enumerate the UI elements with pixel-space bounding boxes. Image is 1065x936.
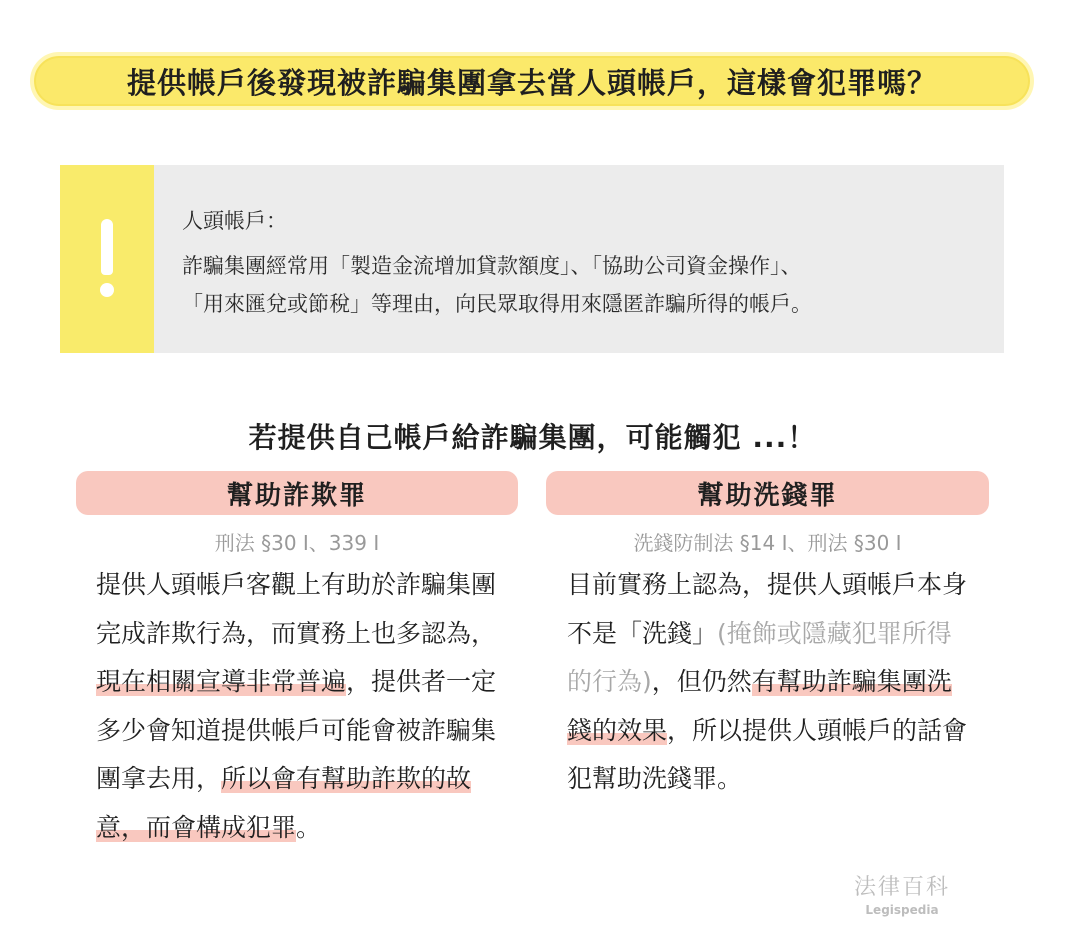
title-banner <box>30 52 1034 110</box>
note-line-1: 詐騙集團經常用「製造金流增加貸款額度」、「協助公司資金操作」、 <box>182 254 802 278</box>
brand-name: 法律百科 <box>853 875 950 900</box>
aiding-laundering-text-3: ，所以提供人頭帳戶的話會犯幫助洗錢罪。 <box>567 715 968 793</box>
aiding-fraud-highlight-1: 現在相關宣導非常普遍 <box>96 667 347 696</box>
aiding-fraud-reference: 刑法 §30 I、339 I <box>214 531 380 555</box>
note-body <box>182 247 982 323</box>
aiding-laundering-reference: 洗錢防制法 §14 I、刑法 §30 I <box>633 531 902 555</box>
exclamation-icon <box>100 219 114 299</box>
aiding-laundering-highlight: 有幫助詐騙集團洗錢的效果 <box>567 667 952 745</box>
aiding-fraud-text-2: ，提供者一定多少會知道提供帳戶可能會被詐騙集團拿去用， <box>96 667 497 793</box>
aiding-laundering-text-1: 目前實務上認為，提供人頭帳戶本身不是「洗錢」 <box>567 570 968 648</box>
note-line-2: 「用來匯兌或節稅」等理由，向民眾取得用來隱匿詐騙所得的帳戶。 <box>182 292 812 316</box>
note-accent-stripe <box>60 165 154 353</box>
section-subtitle: 若提供自己帳戶給詐騙集團，可能觸犯 ...！ <box>248 421 817 454</box>
definition-note <box>60 165 1004 353</box>
brand-subname: Legispedia <box>865 903 939 917</box>
aiding-laundering-header: 幫助洗錢罪 <box>546 471 989 515</box>
aiding-fraud-header: 幫助詐欺罪 <box>76 471 518 515</box>
aiding-fraud-description <box>96 561 498 852</box>
aiding-laundering-parenthetical: (掩飾或隱藏犯罪所得的行為) <box>567 618 952 696</box>
aiding-laundering-text-2: ，但仍然 <box>651 667 752 696</box>
aiding-laundering-description <box>567 561 969 804</box>
aiding-fraud-text-1: 提供人頭帳戶客觀上有助於詐騙集團完成詐欺行為，而實務上也多認為， <box>96 570 497 648</box>
aiding-fraud-text-3: 。 <box>296 812 322 842</box>
page-title: 提供帳戶後發現被詐騙集團拿去當人頭帳戶，這樣會犯罪嗎？ <box>126 65 937 100</box>
note-heading: 人頭帳戶： <box>182 209 287 233</box>
aiding-fraud-highlight-2: 所以會有幫助詐欺的故意，而會構成犯罪 <box>96 764 472 842</box>
brand-logo <box>850 870 954 917</box>
